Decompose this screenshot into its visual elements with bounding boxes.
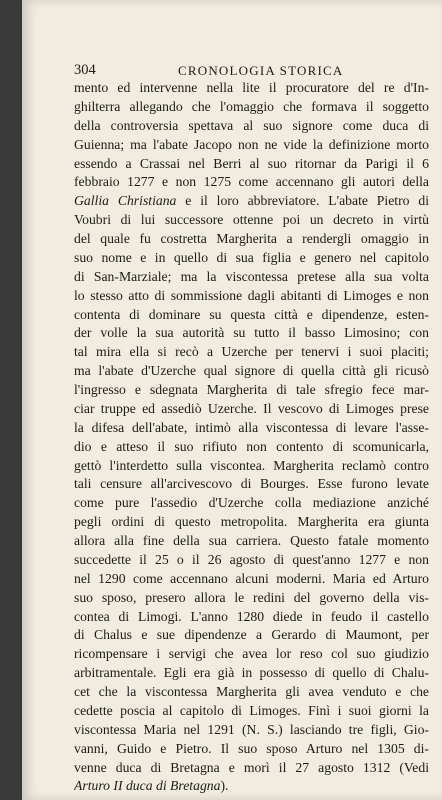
text-line <box>74 702 429 721</box>
line-text: contea di Limogi. L'anno 1280 diede in feudo il castello <box>74 608 429 624</box>
text-line <box>74 230 429 249</box>
line-text: cedette poscia al capitolo di Limoges. Finì i suoi giorni la <box>74 702 429 718</box>
text-line <box>74 419 429 438</box>
text-line <box>74 532 429 551</box>
line-text: dio e atteso il suo rifiuto non contento di scomunicarla, <box>74 438 429 454</box>
text-line <box>74 249 429 268</box>
book-page <box>22 0 442 800</box>
line-text: la difesa dell'abate, intimò alla viscontessa di levare l'asse- <box>74 419 429 435</box>
line-text: l'ingresso e sdegnata Margherita di tale sfregio fece mar- <box>74 382 429 397</box>
text-line <box>74 589 429 608</box>
line-text: ma l'abate d'Uzerche qual signore di quella città gli ricusò <box>74 363 429 379</box>
line-text: ). <box>220 778 229 794</box>
line-text: della controversia spettava al suo signore come duca di <box>74 117 429 133</box>
line-text: suo nome e in quello di sua figlia e genero nel capitolo <box>74 249 429 265</box>
italic-title: Gallia Christiana <box>74 193 177 209</box>
text-line <box>74 457 429 476</box>
text-line <box>74 551 429 570</box>
text-line <box>74 664 429 683</box>
line-text: ciar truppe ed assediò Uzerche. Il vescovo di Limoges prese <box>74 400 429 416</box>
text-line <box>74 475 429 494</box>
line-text: contenta di dominare su questa città e dipendenze, esten- <box>74 306 429 322</box>
text-line <box>74 324 429 343</box>
text-line <box>74 645 429 664</box>
text-line <box>74 362 429 381</box>
text-line <box>74 513 429 532</box>
text-line <box>74 211 429 230</box>
text-line <box>74 777 429 796</box>
text-line <box>74 683 429 702</box>
text-line <box>74 400 429 419</box>
line-text: pegli ordini di questo metropolita. Margherita era giunta <box>74 514 429 530</box>
line-text: di San-Marziale; ma la viscontessa pretese alla sua volta <box>74 268 429 284</box>
line-text: venne duca di Bretagna e morì il 27 agosto 1312 (Vedi <box>74 759 429 775</box>
line-text: febbraio 1277 e non 1275 come accennano gli autori della <box>74 174 429 190</box>
line-text: nel 1290 come accennano alcuni moderni. Maria ed Arturo <box>74 570 429 586</box>
text-line <box>74 608 429 627</box>
text-line <box>74 117 429 136</box>
text-line <box>74 268 429 287</box>
page-number: 304 <box>74 62 96 78</box>
line-text: tali censure all'arcivescovo di Bourges. Esse furono levate <box>74 476 429 492</box>
text-line <box>74 155 429 174</box>
line-text: ricompensare i servigi che avea lor reso col suo giudizio <box>74 646 429 662</box>
line-text: viscontessa Maria nel 1291 (N. S.) lasciando tre figli, Gio- <box>74 721 429 737</box>
text-line <box>74 98 429 117</box>
line-text: e il loro abbreviatore. L'abate Pietro di <box>176 193 429 209</box>
text-line <box>74 306 429 325</box>
text-line <box>74 173 429 192</box>
line-text: del quale fu costretta Margherita a rendergli omaggio in <box>74 231 429 246</box>
text-line <box>74 381 429 400</box>
text-line <box>74 721 429 740</box>
text-line <box>74 136 429 155</box>
text-line <box>74 494 429 513</box>
line-text: essendo a Crassai nel Berri al suo ritornar da Parigi il 6 <box>74 155 429 171</box>
line-text: der volle la sua autorità su tutto il basso Limosino; con <box>74 325 429 341</box>
text-line <box>74 438 429 457</box>
text-line <box>74 759 429 778</box>
text-line <box>74 79 429 98</box>
line-text: ghilterra allegando che l'omaggio che formava il soggetto <box>74 98 429 114</box>
text-line <box>74 343 429 362</box>
line-text: suo sposo, presero allora le redini del governo della vis- <box>74 589 429 605</box>
line-text: succedette il 25 o il 26 agosto di quest'anno 1277 e non <box>74 551 429 567</box>
italic-title: Arturo II duca di Bretagna <box>74 778 221 794</box>
line-text: arbitramentale. Egli era già in possesso di quello di Chalu- <box>74 665 429 681</box>
line-text: Voubri di lui successore ottenne poi un decreto in virtù <box>74 212 429 228</box>
line-text: gettò l'interdetto sulla viscontea. Margherita reclamò contro <box>74 457 429 473</box>
line-text: lo stesso atto di sommissione dagli abitanti di Limoges e non <box>74 287 429 303</box>
line-text: cet che la viscontessa Margherita gli avea venduto e che <box>74 684 429 699</box>
line-text: come pure l'assedio d'Uzerche colla mediazione anziché <box>74 495 429 511</box>
text-line <box>74 740 429 759</box>
text-line <box>74 570 429 589</box>
body-text <box>74 79 429 796</box>
running-head: CRONOLOGIA STORICA <box>178 63 344 78</box>
line-text: tal mira ella si recò a Uzerche per tenervi i suoi placiti; <box>74 344 429 360</box>
line-text: allora alla fine della sua carriera. Questo fatale momento <box>74 533 429 548</box>
line-text: di Chalus e sue dipendenze a Gerardo di Maumont, per <box>74 627 429 643</box>
text-line <box>74 192 429 211</box>
line-text: Guienna; ma l'abate Jacopo non ne vide la definizione morto <box>74 136 429 152</box>
line-text: vanni, Guido e Pietro. Il suo sposo Arturo nel 1305 di- <box>74 740 429 756</box>
text-line <box>74 626 429 645</box>
text-line <box>74 287 429 306</box>
line-text: mento ed intervenne nella lite il procuratore del re d'In- <box>74 80 429 95</box>
